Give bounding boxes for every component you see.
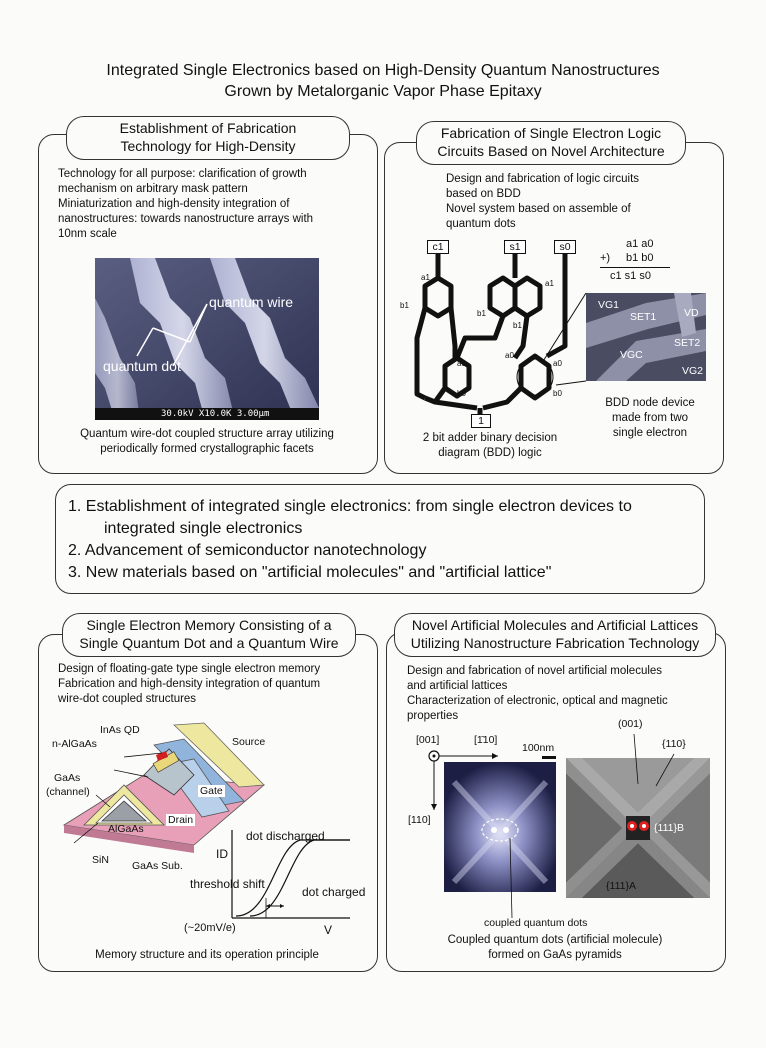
facet-111b-label: {111}B	[654, 822, 684, 834]
goal-item-1-cont: integrated single electronics	[104, 520, 303, 537]
text-line: quantum dots	[446, 218, 516, 230]
molecule-text	[407, 664, 717, 724]
coupled-dots-label: coupled quantum dots	[484, 917, 588, 929]
facet-001-label: (001)	[618, 718, 643, 730]
node-device-caption	[590, 396, 710, 441]
sem-scale-label: 30.0kV X10.0K 3.00μm	[161, 409, 270, 419]
node-label: b1	[513, 321, 522, 330]
memory-heading-line-1: Single Electron Memory Consisting of a	[86, 617, 332, 633]
label-sin: SiN	[92, 854, 109, 866]
dir-110-label: [110]	[408, 814, 431, 826]
threshold-shift-label: threshold shift	[190, 877, 265, 891]
page-title	[0, 60, 766, 102]
caption-line: formed on GaAs pyramids	[488, 949, 622, 961]
label-vg1: VG1	[598, 299, 620, 311]
text-line: Design of floating-gate type single electron memory	[58, 663, 321, 675]
label-vg2: VG2	[682, 365, 704, 377]
goal-item-1: 1. Establishment of integrated single electronics: from single electron devices to	[68, 498, 632, 515]
dot-charged-label: dot charged	[302, 885, 366, 899]
label-channel: (channel)	[46, 786, 90, 798]
text-line: mechanism on arbitrary mask pattern	[58, 183, 248, 195]
text-line: Design and fabrication of novel artificial molecules	[407, 665, 663, 677]
caption-line: Quantum wire-dot coupled structure array utilizing	[80, 428, 334, 440]
text-line: Novel system based on assemble of	[446, 203, 631, 215]
node-label: a0	[457, 359, 466, 368]
zoom-lines	[540, 293, 590, 393]
molecule-heading-line-2: Utilizing Nanostructure Fabrication Technology	[410, 635, 700, 651]
node-label: b1	[477, 309, 486, 318]
caption-line: Coupled quantum dots (artificial molecule)	[447, 934, 663, 946]
text-line: wire-dot coupled structures	[58, 693, 197, 705]
fabrication-heading-line-2: Technology for High-Density	[120, 138, 296, 154]
label-gaas: GaAs	[54, 772, 81, 784]
addend-a: a1 a0	[626, 238, 654, 250]
graph-xlabel: V	[324, 923, 333, 937]
caption-line: BDD node device	[605, 397, 695, 409]
node-label: b0	[553, 389, 562, 398]
molecule-caption	[388, 933, 722, 963]
label-gate: Gate	[200, 785, 223, 797]
caption-line: diagram (BDD) logic	[438, 447, 542, 459]
memory-heading	[62, 613, 356, 657]
molecule-heading-line-1: Novel Artificial Molecules and Artificial Lattices	[411, 617, 699, 633]
id-v-graph	[180, 828, 370, 938]
memory-text	[58, 662, 370, 707]
node-label: b0	[457, 389, 466, 398]
fabrication-heading-line-1: Establishment of Fabrication	[119, 120, 297, 136]
terminal-s1: s1	[504, 240, 526, 254]
scale-100nm-label: 100nm	[522, 742, 555, 754]
text-line: based on BDD	[446, 188, 521, 200]
label-vgc: VGC	[620, 349, 643, 361]
sem-node-device-image	[586, 293, 706, 381]
label-inas-qd: InAs QD	[100, 724, 140, 736]
text-line: properties	[407, 710, 459, 722]
text-line: 10nm scale	[58, 228, 117, 240]
caption-line: periodically formed crystallographic facets	[100, 443, 314, 455]
sum-result: c1 s1 s0	[610, 270, 651, 282]
dot-discharged-label: dot discharged	[246, 829, 325, 843]
memory-caption: Memory structure and its operation principle	[95, 949, 319, 961]
caption-line: 2 bit adder binary decision	[422, 432, 558, 444]
fabrication-heading	[66, 116, 350, 160]
label-vd: VD	[684, 307, 699, 319]
facet-111a-label: {111}A	[606, 880, 636, 892]
logic-heading-line-1: Fabrication of Single Electron Logic	[440, 125, 662, 141]
addend-b: b1 b0	[626, 252, 654, 264]
step-label: (~20mV/e)	[184, 922, 236, 934]
goal-item-3: 3. New materials based on "artificial molecules" and "artificial lattice"	[68, 564, 552, 581]
scale-bar	[542, 756, 556, 759]
text-line: Characterization of electronic, optical and magnetic	[407, 695, 668, 707]
text-line: Miniaturization and high-density integration of	[58, 198, 290, 210]
memory-heading-line-2: Single Quantum Dot and a Quantum Wire	[79, 635, 339, 651]
caption-line: single electron	[612, 427, 688, 439]
text-line: Fabrication and high-density integration of quantum	[58, 678, 321, 690]
fabrication-text	[58, 167, 368, 242]
node-label: a0	[553, 359, 562, 368]
label-n-algaas: n-AlGaAs	[52, 738, 97, 750]
node-label: b1	[400, 301, 409, 310]
sum-line	[600, 267, 670, 268]
logic-heading-line-2: Circuits Based on Novel Architecture	[437, 143, 665, 159]
goal-item-2: 2. Advancement of semiconductor nanotechnology	[68, 542, 427, 559]
fabrication-caption	[40, 427, 374, 457]
dir-1bar10-label: [1̄10]	[474, 734, 498, 746]
label-gaas-sub: GaAs Sub.	[132, 860, 183, 872]
plus-sign: +)	[600, 252, 611, 264]
label-algaas: AlGaAs	[108, 823, 144, 835]
terminal-c1: c1	[427, 240, 449, 254]
text-line: Technology for all purpose: clarification of growth	[58, 168, 307, 180]
graph-ylabel: ID	[216, 847, 228, 861]
dot-pointer	[490, 838, 530, 920]
sem-wire-dot-image	[95, 258, 319, 420]
node-label: a0	[505, 351, 514, 360]
terminal-one: 1	[471, 414, 491, 428]
label-set1: SET1	[630, 311, 657, 323]
label-set2: SET2	[674, 337, 701, 349]
facet-pointers	[620, 730, 680, 790]
addition-equation	[600, 236, 680, 292]
logic-text	[446, 172, 706, 232]
text-line: and artificial lattices	[407, 680, 508, 692]
title-line-2: Grown by Metalorganic Vapor Phase Epitaxy	[224, 83, 542, 100]
dir-001-label: [001]	[416, 734, 440, 746]
node-label: a1	[545, 279, 554, 288]
title-line-1: Integrated Single Electronics based on High-Density Quantum Nanostructures	[106, 62, 660, 79]
quantum-wire-label: quantum wire	[209, 294, 294, 310]
label-drain: Drain	[168, 814, 194, 826]
text-line: Design and fabrication of logic circuits	[446, 173, 640, 185]
facet-110-label: {110}	[662, 738, 686, 750]
caption-line: made from two	[611, 412, 689, 424]
bdd-caption	[400, 431, 580, 461]
label-source: Source	[232, 736, 266, 748]
text-line: nanostructures: towards nanostructure arrays with	[58, 213, 314, 225]
quantum-dot-label: quantum dot	[103, 358, 181, 374]
goals-box	[55, 484, 705, 594]
logic-heading	[416, 121, 686, 165]
node-label: a1	[421, 273, 430, 282]
molecule-heading	[394, 613, 716, 657]
terminal-s0: s0	[554, 240, 576, 254]
